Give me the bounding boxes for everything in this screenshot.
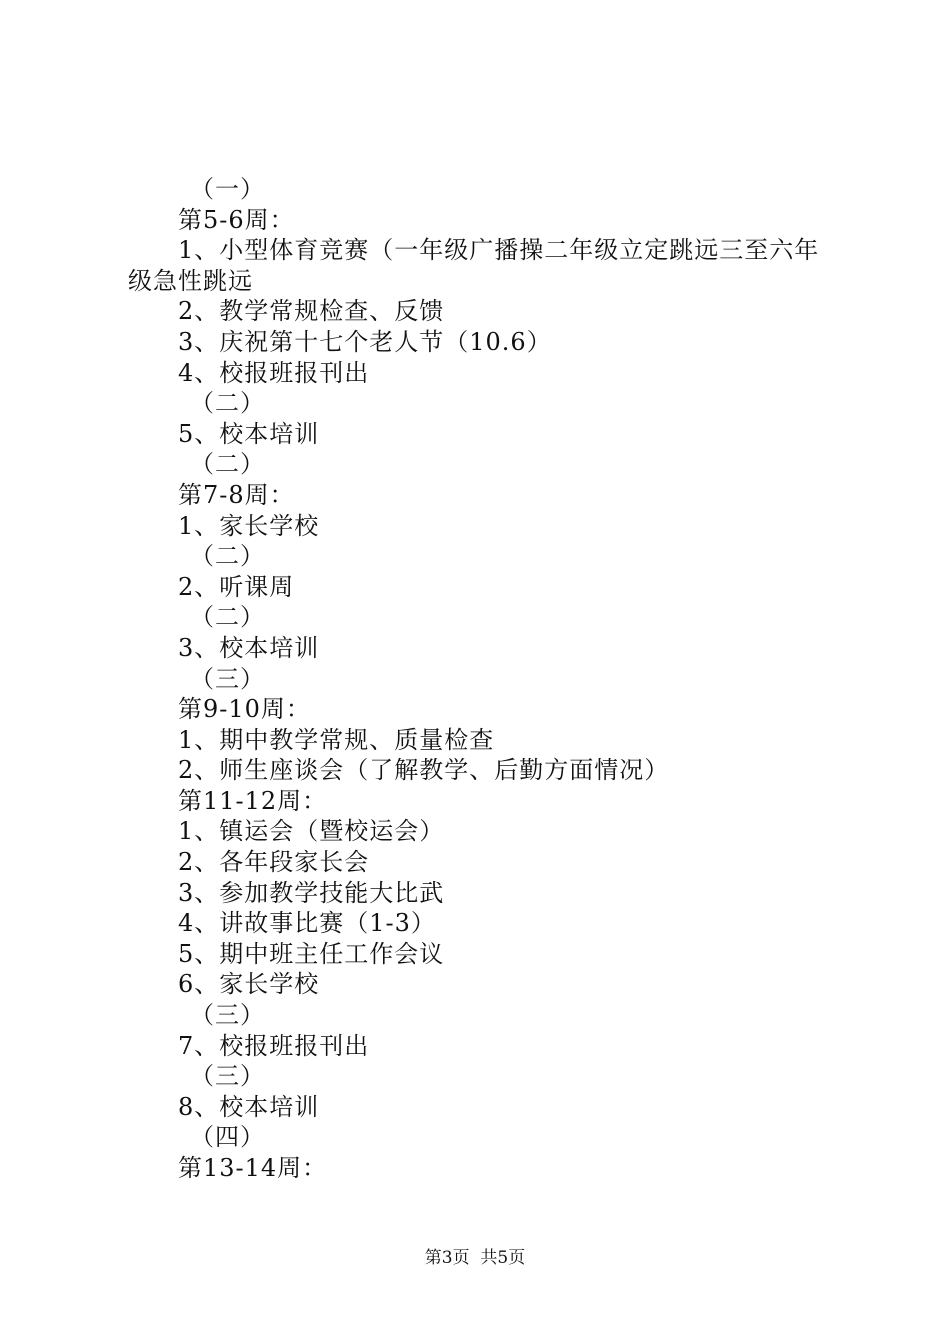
section-marker: （二） [190, 389, 265, 418]
list-item: 4、校报班报刊出 [178, 358, 370, 387]
section-marker: （一） [190, 175, 265, 203]
list-item: 2、各年段家长会 [178, 848, 370, 877]
document-body [128, 174, 838, 1184]
list-item: 3、校本培训 [178, 633, 320, 662]
section-marker: （二） [190, 603, 265, 632]
week-heading: 第7-8周： [178, 480, 295, 509]
section-marker: （二） [190, 542, 265, 571]
list-item: 3、庆祝第十七个老人节（10.6） [178, 327, 552, 356]
section-marker: （二） [190, 450, 265, 479]
section-marker: （三） [190, 1001, 265, 1030]
list-item: 1、期中教学常规、质量检查 [178, 725, 495, 754]
list-item: 1、小型体育竞赛（一年级广播操二年级立定跳远三至六年级急性跳远 [128, 236, 820, 295]
section-marker: （四） [190, 1123, 265, 1152]
week-heading: 第9-10周： [178, 695, 311, 724]
week-heading: 第11-12周： [178, 786, 328, 815]
list-item: 8、校本培训 [178, 1092, 320, 1121]
page-number-label: 第3页 共5页 [424, 1248, 526, 1268]
section-marker: （三） [190, 1062, 265, 1091]
section-marker: （三） [190, 664, 265, 693]
list-item: 1、镇运会（暨校运会） [178, 817, 445, 846]
list-item: 1、家长学校 [178, 511, 320, 540]
list-item: 7、校报班报刊出 [178, 1031, 370, 1060]
list-item: 5、期中班主任工作会议 [178, 939, 445, 968]
list-item: 6、家长学校 [178, 970, 320, 999]
week-heading: 第13-14周： [178, 1154, 328, 1182]
list-item: 2、听课周 [178, 572, 295, 601]
list-item: 4、讲故事比赛（1-3） [178, 909, 436, 938]
list-item: 3、参加教学技能大比武 [178, 878, 445, 907]
page-footer [0, 1243, 950, 1268]
list-item: 5、校本培训 [178, 419, 320, 448]
list-item: 2、教学常规检查、反馈 [178, 297, 445, 326]
week-heading: 第5-6周： [178, 205, 295, 234]
list-item: 2、师生座谈会（了解教学、后勤方面情况） [178, 756, 670, 785]
